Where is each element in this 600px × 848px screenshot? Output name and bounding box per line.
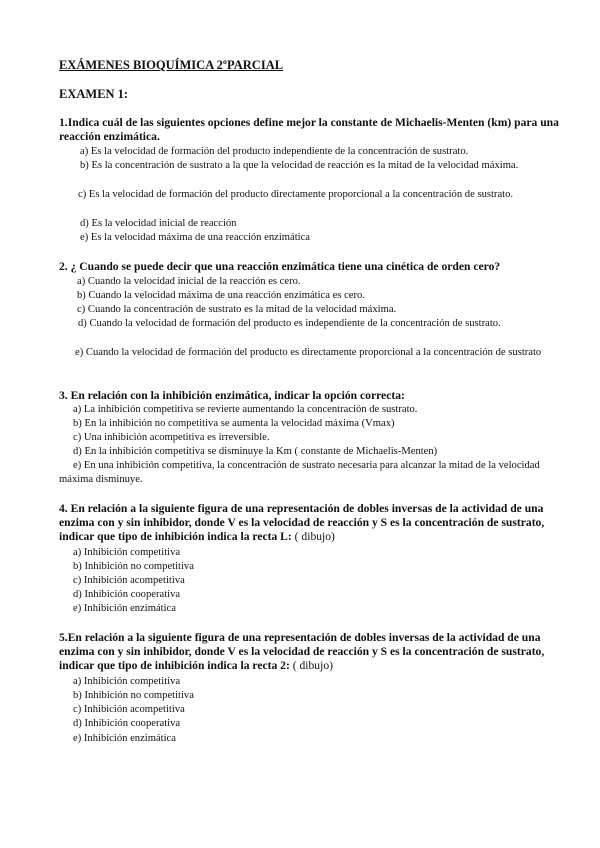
question-4-stem — [59, 502, 559, 544]
question-1-option-a: a) Es la velocidad de formación del producto independiente de la concentración de sustrato. — [80, 146, 469, 157]
question-1-option-d: d) Es la velocidad inicial de reacción — [80, 218, 237, 229]
question-2-option-d: d) Cuando la velocidad de formación del producto es independiente de la concentración de sustrato. — [78, 318, 501, 329]
question-5-stem-suffix: ( dibujo) — [289, 659, 333, 672]
question-4-stem-suffix: ( dibujo) — [291, 530, 335, 543]
question-3-stem: 3. En relación con la inhibición enzimática, indicar la opción correcta: — [59, 389, 405, 402]
question-2-option-e: e) Cuando la velocidad de formación del producto es directamente proporcional a la concentración de sustrato — [75, 347, 542, 358]
question-3-option-a: a) La inhibición competitiva se revierte aumentando la concentración de sustrato. — [73, 404, 418, 415]
question-2-stem: 2. ¿ Cuando se puede decir que una reacción enzimática tiene una cinética de orden cero? — [59, 260, 501, 273]
question-4-option-c: c) Inhibición acompetitiva — [73, 575, 185, 586]
question-4-option-d: d) Inhibición cooperativa — [73, 589, 181, 600]
question-4-option-b: b) Inhibición no competitiva — [73, 561, 194, 572]
question-4-option-e: e) Inhibición enzimática — [73, 603, 176, 614]
question-5-option-c: c) Inhibición acompetitiva — [73, 704, 185, 715]
question-5-option-b: b) Inhibición no competitiva — [73, 690, 194, 701]
document-title: EXÁMENES BIOQUÍMICA 2ºPARCIAL — [59, 58, 284, 72]
question-3-option-e: e) En una inhibición competitiva, la concentración de sustrato necesaria para alcanzar la mitad de la velocidad máxima disminuye. — [59, 460, 540, 485]
question-5-option-a: a) Inhibición competitiva — [73, 676, 181, 687]
exam-heading: EXAMEN 1: — [59, 87, 129, 101]
question-1-stem: 1.Indica cuál de las siguientes opciones define mejor la constante de Michaelis-Menten (km) para una reacción enzimática. — [59, 116, 559, 143]
question-4-stem-text: 4. En relación a la siguiente figura de una representación de dobles inversas de la actividad de una enzima con y sin inhibidor, donde V es la velocidad de reacción y S es la concentración de sustrato, indicar que tipo de inhibición indica la recta L: — [59, 502, 545, 543]
question-4-option-a: a) Inhibición competitiva — [73, 547, 181, 558]
question-2-option-c: c) Cuando la concentración de sustrato es la mitad de la velocidad máxima. — [77, 304, 397, 315]
question-5-stem — [59, 631, 559, 673]
question-1-option-b: b) Es la concentración de sustrato a la que la velocidad de reacción es la mitad de la velocidad máxima. — [80, 160, 519, 171]
question-3-option-d: d) En la inhibición competitiva se disminuye la Km ( constante de Michaelis-Menten) — [73, 446, 438, 457]
question-5-stem-text: 5.En relación a la siguiente figura de una representación de dobles inversas de la actividad de una enzima con y sin inhibidor, donde V es la velocidad de reacción y S es la concentración de sustrato, indicar que tipo de inhibición indica la recta 2: — [59, 631, 545, 672]
question-5-option-d: d) Inhibición cooperativa — [73, 718, 181, 729]
question-1-option-e: e) Es la velocidad máxima de una reacción enzimática — [80, 232, 311, 243]
question-2-option-b: b) Cuando la velocidad máxima de una reacción enzimática es cero. — [77, 290, 365, 301]
question-2-option-a: a) Cuando la velocidad inicial de la reacción es cero. — [77, 276, 301, 287]
question-3-option-b: b) En la inhibición no competitiva se aumenta la velocidad máxima (Vmax) — [73, 418, 395, 429]
question-1-option-c: c) Es la velocidad de formación del producto directamente proporcional a la concentración de sustrato. — [78, 189, 514, 200]
question-3-option-c: c) Una inhibición acompetitiva es irreversible. — [73, 432, 270, 443]
question-5-option-e: e) Inhibición enzimática — [73, 733, 176, 744]
